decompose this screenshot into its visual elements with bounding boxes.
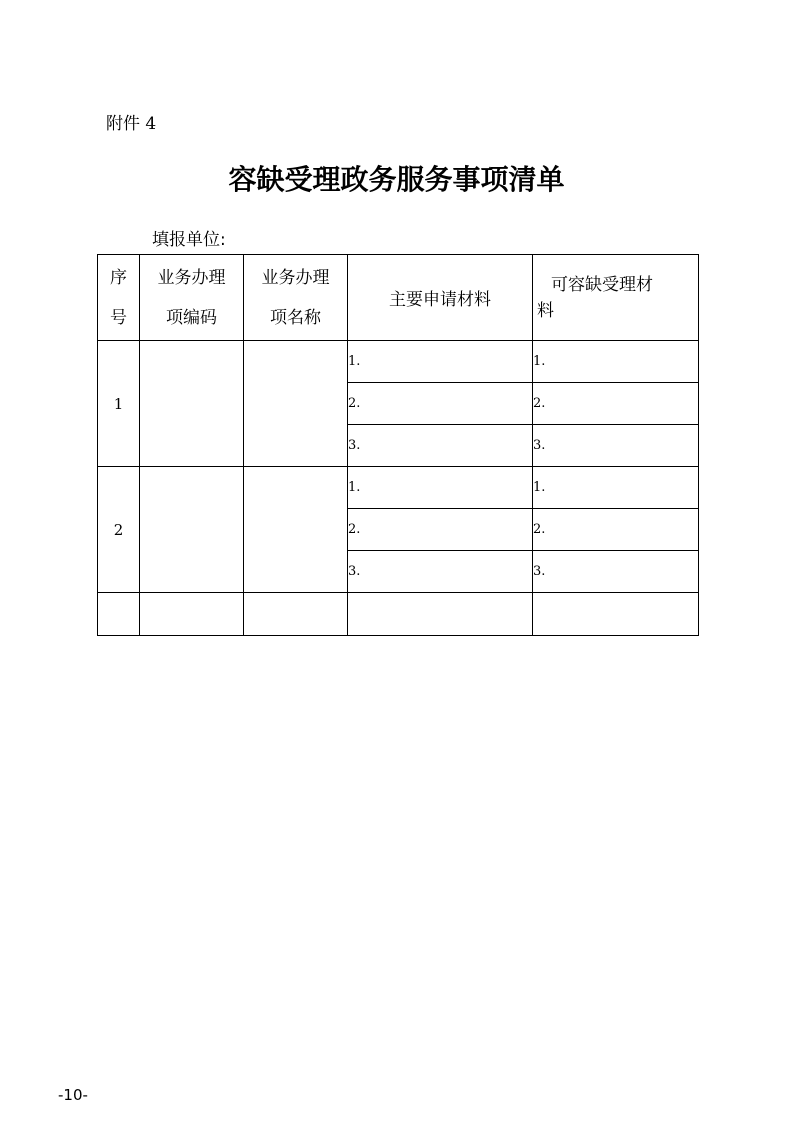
item-name-cell [244,467,348,593]
header-main-materials: 主要申请材料 [348,255,533,341]
table-header-row [98,255,699,341]
header-seq [98,255,140,341]
document-title: 容缺受理政务服务事项清单 [228,163,565,196]
blank-cell [98,593,140,636]
blank-cell [244,593,348,636]
item-name-cell [244,341,348,467]
blank-row [98,593,699,636]
matter-list-table [97,254,699,636]
header-deficiency-line1: 可容缺受理材 [551,274,653,295]
header-name-bottom: 项名称 [270,307,321,328]
fill-unit-label: 填报单位: [152,230,226,250]
blank-cell [348,593,533,636]
seq-cell: 2 [98,467,140,593]
main-material-item: 3. [348,425,533,467]
deficiency-material-item: 2. [533,383,699,425]
header-item-name [244,255,348,341]
header-code-top: 业务办理 [157,267,226,288]
attachment-label: 附件 4 [106,114,157,134]
header-deficiency-line2: 料 [537,300,554,321]
header-code-bottom: 项编码 [166,307,217,328]
item-code-cell [140,341,244,467]
header-seq-top: 序 [110,267,127,288]
table-row [98,467,699,509]
header-name-top: 业务办理 [261,267,330,288]
seq-cell: 1 [98,341,140,467]
deficiency-material-item: 1. [533,341,699,383]
deficiency-material-item: 3. [533,551,699,593]
header-item-code [140,255,244,341]
item-code-cell [140,467,244,593]
table-row [98,341,699,383]
deficiency-material-item: 2. [533,509,699,551]
header-seq-bottom: 号 [110,307,127,328]
main-material-item: 1. [348,467,533,509]
main-material-item: 2. [348,383,533,425]
main-material-item: 2. [348,509,533,551]
blank-cell [533,593,699,636]
deficiency-material-item: 3. [533,425,699,467]
page-number: -10- [58,1086,88,1104]
blank-cell [140,593,244,636]
deficiency-material-item: 1. [533,467,699,509]
main-material-item: 1. [348,341,533,383]
header-deficiency-materials [533,255,699,341]
main-material-item: 3. [348,551,533,593]
